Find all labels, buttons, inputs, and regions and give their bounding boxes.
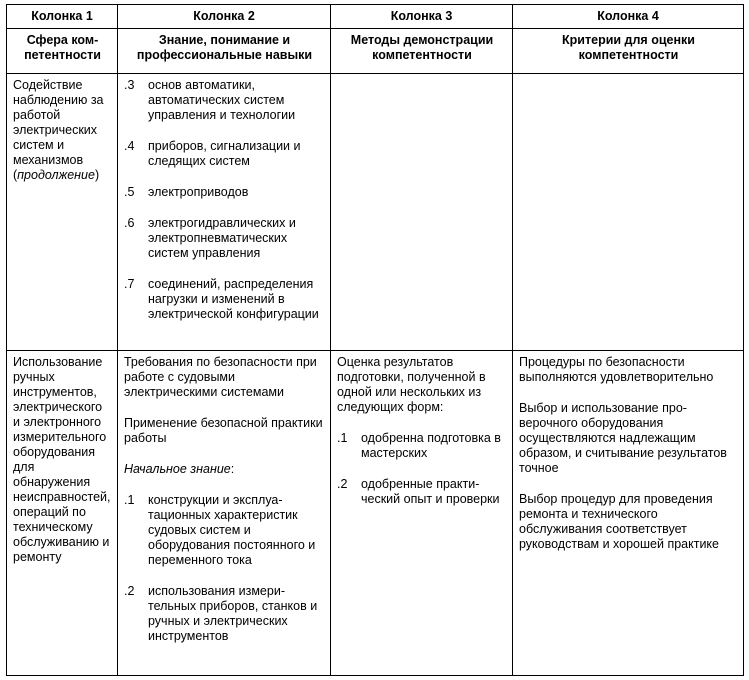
list-item xyxy=(337,431,507,461)
item-text: электрогидравлических и электропневматических систем управления xyxy=(148,216,296,260)
competence-table xyxy=(6,4,744,676)
knowledge-header xyxy=(118,29,331,74)
column-1-header: Колонка 1 xyxy=(7,5,118,29)
list-item xyxy=(124,139,325,169)
column-number-row xyxy=(7,5,744,29)
list-item xyxy=(124,493,325,568)
item-text: одобренна подготовка в мастерских xyxy=(361,431,501,460)
item-number: .7 xyxy=(124,277,135,291)
initial-knowledge-label xyxy=(124,462,325,477)
initial-knowledge-italic: Начальное знание xyxy=(124,462,231,476)
column-3-header: Колонка 3 xyxy=(331,5,513,29)
item-number: .1 xyxy=(337,431,348,445)
initial-knowledge-colon: : xyxy=(230,462,235,476)
column-title-row xyxy=(7,29,744,74)
competence-sphere-cell xyxy=(7,74,118,351)
list-item xyxy=(124,216,325,261)
list-item xyxy=(337,477,507,507)
criteria-cell xyxy=(513,351,744,676)
competence-sphere-cell xyxy=(7,351,118,676)
sphere-main-text: Содействие наблюдению за работой электрических систем и механизмов ( xyxy=(13,78,104,182)
item-text: соединений, распределения нагрузки и изменений в электрической конфигурации xyxy=(148,277,319,321)
safety-requirements-text: Требования по безопасности при работе с судовыми электрическими системами xyxy=(124,355,317,399)
item-number: .4 xyxy=(124,139,135,153)
safe-practice-text: Применение безопасной практики работы xyxy=(124,416,323,445)
list-item xyxy=(124,185,325,200)
header-line: Знание, понимание и xyxy=(158,33,291,47)
header-line: Критерии для оценки xyxy=(562,33,695,47)
column-4-header: Колонка 4 xyxy=(513,5,744,29)
item-number: .5 xyxy=(124,185,135,199)
header-line: компетентности xyxy=(372,48,472,62)
item-text: одобренные практический опыт и проверки xyxy=(361,477,500,506)
item-text: конструкции и эксплуатационных характеристик судовых систем и оборудования постоянного и переменного тока xyxy=(148,493,316,567)
methods-cell xyxy=(331,351,513,676)
competence-sphere-text xyxy=(13,78,112,183)
item-number: .1 xyxy=(124,493,135,507)
competence-sphere-text: Использование ручных инструментов, электрического и электронного измерительного оборудования для обнаружения неисправностей, операций по техническому обслуживанию и ремонту xyxy=(13,355,111,564)
knowledge-cell xyxy=(118,351,331,676)
knowledge-cell xyxy=(118,74,331,351)
list-item xyxy=(124,78,325,123)
table-row xyxy=(7,351,744,676)
list-item xyxy=(124,584,325,644)
item-number: .6 xyxy=(124,216,135,230)
table-row xyxy=(7,74,744,351)
header-line: Сфера ком- xyxy=(26,33,99,47)
sphere-italic-text: продолжение xyxy=(17,168,95,182)
header-line: Методы демонстрации xyxy=(350,33,494,47)
criteria-cell-empty xyxy=(513,74,744,351)
header-line: петентности xyxy=(24,48,101,62)
methods-header xyxy=(331,29,513,74)
criteria-header xyxy=(513,29,744,74)
methods-cell-empty xyxy=(331,74,513,351)
criteria-text: Выбор процедур для проведения ремонта и технического обслуживания соответствует руководствам и хорошей практике xyxy=(519,492,719,551)
sphere-end-text: ) xyxy=(94,168,100,182)
item-number: .2 xyxy=(124,584,135,598)
item-text: основ автоматики, автоматических систем управления и технологии xyxy=(148,78,296,122)
header-line: компетентности xyxy=(578,48,679,62)
item-text: приборов, сигнализации и следящих систем xyxy=(148,139,301,168)
item-text: использования измерительных приборов, станков и ручных и электрических инструментов xyxy=(148,584,318,643)
item-number: .2 xyxy=(337,477,348,491)
column-2-header: Колонка 2 xyxy=(118,5,331,29)
criteria-text: Процедуры по безопасности выполняются удовлетворительно xyxy=(519,355,714,384)
competence-sphere-header xyxy=(7,29,118,74)
item-number: .3 xyxy=(124,78,135,92)
criteria-text: Выбор и использование проверочного оборудования осуществляются надлежащим образом, и считывание результатов точное xyxy=(519,401,727,475)
item-text: электроприводов xyxy=(148,185,249,199)
list-item xyxy=(124,277,325,322)
methods-text: Оценка результатов подготовки, полученной в одной или нескольких из следующих форм: xyxy=(337,355,486,414)
header-line: профессиональные навыки xyxy=(136,48,313,62)
